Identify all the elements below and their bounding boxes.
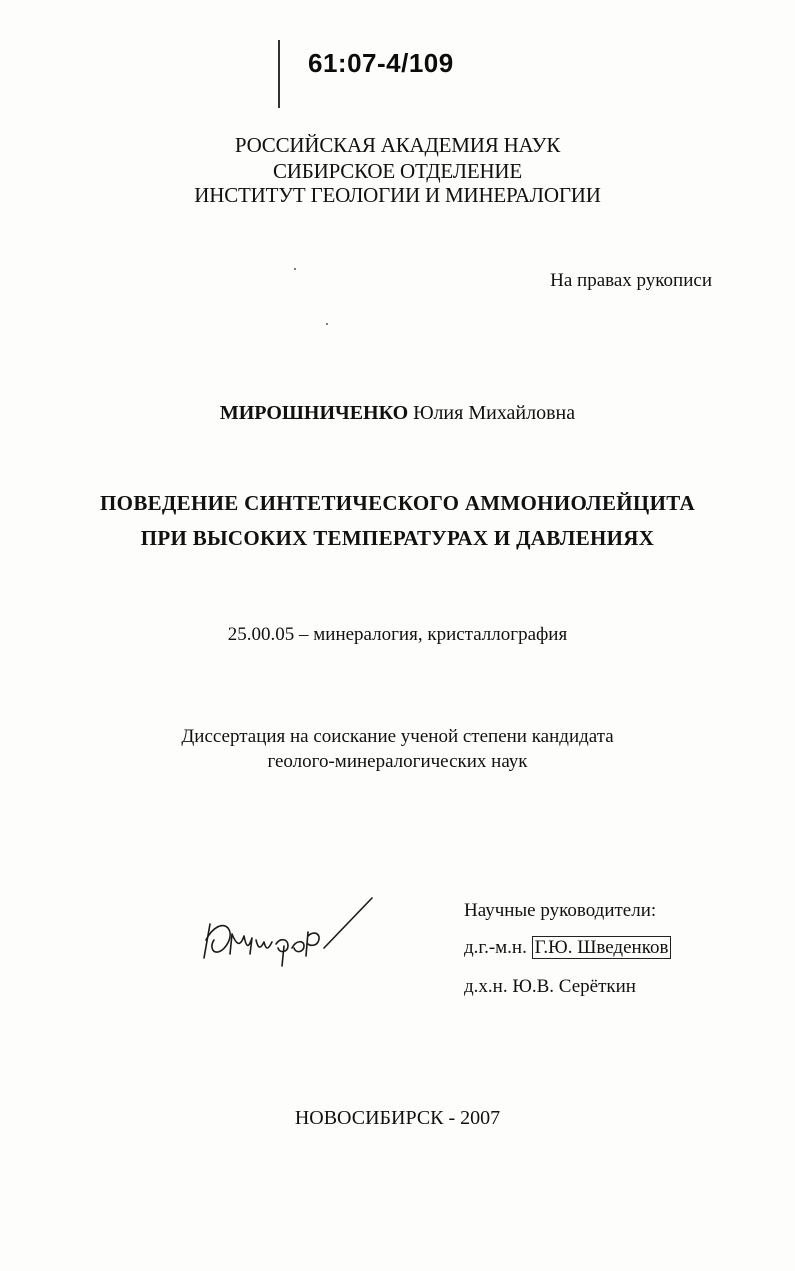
organization-line-2: СИБИРСКОЕ ОТДЕЛЕНИЕ — [272, 159, 523, 183]
thesis-title-line-1: ПОВЕДЕНИЕ СИНТЕТИЧЕСКОГО АММОНИОЛЕЙЦИТА — [100, 491, 695, 515]
author-name — [0, 402, 795, 425]
organization-line-3: ИНСТИТУТ ГЕОЛОГИИ И МИНЕРАЛОГИИ — [194, 183, 601, 207]
author-surname: МИРОШНИЧЕНКО — [219, 402, 409, 424]
handwritten-signature — [196, 888, 386, 968]
advisors-heading: Научные руководители: — [464, 900, 657, 921]
author-given-names: Юлия Михайловна — [413, 402, 576, 424]
degree-statement-line-1: Диссертация на соискание ученой степени кандидата — [181, 726, 614, 747]
rights-note: На правах рукописи — [550, 270, 712, 291]
thesis-title-line-2: ПРИ ВЫСОКИХ ТЕМПЕРАТУРАХ И ДАВЛЕНИЯХ — [140, 526, 655, 550]
advisor-name: Г.Ю. Шведенков — [532, 936, 672, 959]
organization-line-1: РОССИЙСКАЯ АКАДЕМИЯ НАУК — [234, 133, 561, 157]
specialty-code: 25.00.05 – минералогия, кристаллография — [227, 624, 568, 645]
city-and-year: НОВОСИБИРСК - 2007 — [294, 1107, 501, 1129]
advisor-name: Ю.В. Серёткин — [512, 976, 636, 997]
degree-statement-line-2: геолого-минералогических наук — [267, 751, 528, 772]
scan-speck — [326, 323, 328, 325]
advisor-title: д.г.-м.н. — [464, 937, 527, 958]
advisor-row — [464, 976, 636, 998]
advisor-title: д.х.н. — [464, 976, 508, 997]
scan-speck — [294, 268, 296, 270]
stamp-divider — [278, 40, 280, 108]
catalog-stamp-code: 61:07-4/109 — [308, 48, 454, 78]
advisor-row — [464, 937, 671, 959]
